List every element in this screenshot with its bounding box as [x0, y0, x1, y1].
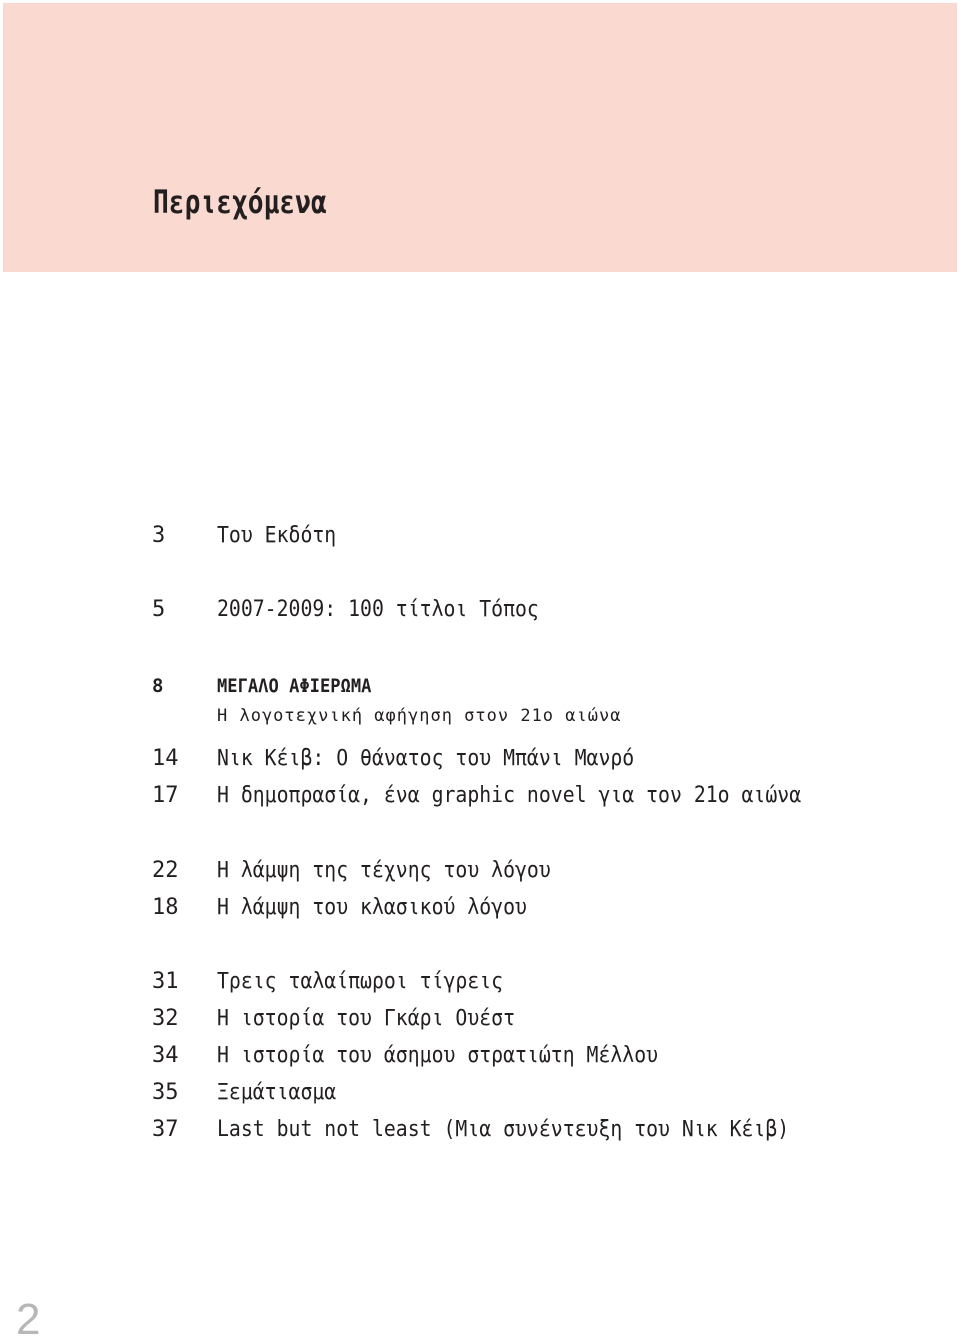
toc-page-number: 34 — [152, 1043, 179, 1068]
toc-entry[interactable] — [0, 893, 960, 923]
toc-entry[interactable] — [0, 1078, 960, 1108]
section-subtitle: Η λογοτεχνική αφήγηση στον 21ο αιώνα — [217, 706, 622, 726]
toc-page-number: 5 — [152, 597, 166, 622]
toc-title: Η λάμψη του κλασικού λόγου — [217, 895, 527, 920]
toc-entry[interactable] — [0, 744, 960, 774]
toc-title: Η λάμψη της τέχνης του λόγου — [217, 858, 551, 883]
toc-page-number: 8 — [152, 675, 164, 697]
toc-page-number: 22 — [152, 858, 179, 883]
toc-entry[interactable] — [0, 781, 960, 811]
toc-title: Τρεις ταλαίπωροι τίγρεις — [217, 969, 504, 994]
toc-title: Η ιστορία του Γκάρι Ουέστ — [217, 1006, 516, 1031]
toc-entry[interactable] — [0, 1041, 960, 1071]
toc-entry[interactable] — [0, 967, 960, 997]
toc-title: 2007-2009: 100 τίτλοι Τόπος — [217, 597, 539, 622]
toc-page-number: 3 — [152, 523, 166, 548]
toc-title: Η ιστορία του άσημου στρατιώτη Μέλλου — [217, 1043, 659, 1068]
toc-entry-section[interactable] — [0, 671, 960, 701]
toc-title: Του Εκδότη — [217, 523, 337, 548]
page-number: 2 — [16, 1295, 41, 1344]
toc-page-number: 35 — [152, 1080, 179, 1105]
toc-title: Νικ Κέιβ: Ο θάνατος του Μπάνι Μανρό — [217, 746, 635, 771]
toc-entry[interactable] — [0, 856, 960, 886]
toc-title: Η δημοπρασία, ένα graphic novel για τον 21ο αιώνα — [217, 783, 802, 808]
toc-title: Ξεμάτιασμα — [217, 1080, 337, 1105]
toc-page-number: 31 — [152, 969, 179, 994]
toc-entry[interactable] — [0, 595, 960, 625]
toc-page-number: 32 — [152, 1006, 179, 1031]
toc-page-number: 37 — [152, 1117, 179, 1142]
toc-page-number: 17 — [152, 783, 179, 808]
toc-entry[interactable] — [0, 1004, 960, 1034]
toc-page-number: 18 — [152, 895, 179, 920]
toc-page-number: 14 — [152, 746, 179, 771]
toc-title: Last but not least (Μια συνέντευξη του Νικ Κέιβ) — [217, 1117, 790, 1142]
page-title: Περιεχόμενα — [153, 183, 327, 221]
toc-entry[interactable] — [0, 521, 960, 551]
toc-entry[interactable] — [0, 1115, 960, 1145]
section-label: ΜΕΓΑΛΟ ΑΦΙΕΡΩΜΑ — [217, 675, 372, 697]
